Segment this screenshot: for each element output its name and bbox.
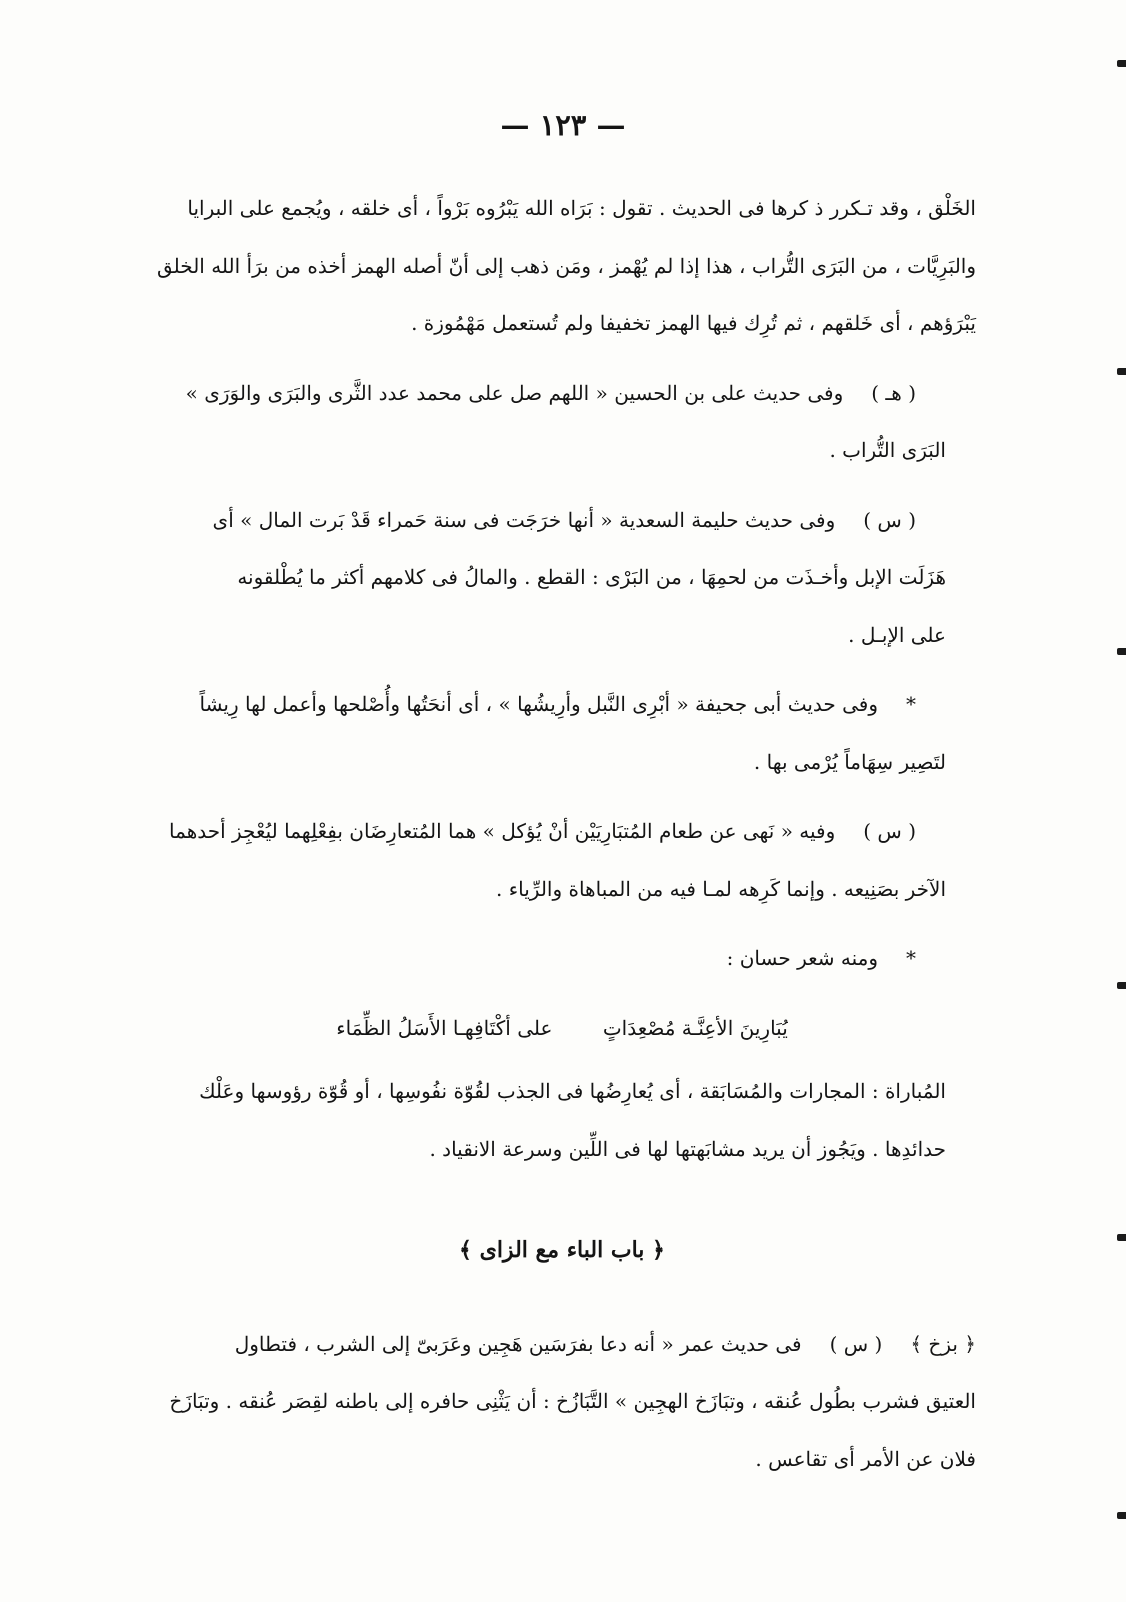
final-entry	[148, 1316, 976, 1489]
paragraph-3	[148, 492, 976, 665]
scan-edge-mark	[1117, 60, 1126, 67]
paragraph-5	[148, 803, 976, 918]
scan-edge-mark	[1117, 368, 1126, 375]
text-line: فلان عن الأمر أى تقاعس .	[755, 1446, 976, 1471]
verse-second-hemistich: على أكْتَافِهـا الأَسَلُ الظِّمَاء	[336, 1015, 553, 1040]
scan-edge-mark	[1117, 1512, 1126, 1519]
entry-marker: ( هـ )	[871, 380, 916, 405]
scan-edge-mark	[1117, 1234, 1126, 1241]
asterisk-marker: *	[906, 692, 916, 716]
text-line: الخَلْق ، وقد تـكرر ذ كرها فى الحديث . تقول : بَرَاه الله يَبْرُوه بَرْواً ، أى خلقه ، ويُجمع على البرايا	[187, 196, 976, 220]
paragraph-6	[148, 930, 976, 988]
text-line	[148, 803, 976, 861]
paragraph-4	[148, 676, 976, 791]
verse-commentary	[148, 1063, 976, 1178]
text-line	[148, 492, 976, 550]
entry-marker: ( س )	[829, 1331, 883, 1356]
text-line-content: وفيه « نَهى عن طعام المُتبَارِيَيْن أنْ يُؤكل » هما المُتعارِضَان بفِعْلِهما ليُعْجِز أحدهما	[169, 819, 836, 843]
text-line: يَبْرَؤهم ، أى خَلقهم ، ثم تُرِك فيها الهمز تخفيفا ولم تُستعمل مَهْمُوزة .	[411, 311, 976, 335]
poetry-verse	[148, 1000, 976, 1058]
text-line-content: وفى حديث على بن الحسين « اللهم صل على محمد عدد الثَّرى والبَرَى والوَرَى »	[185, 380, 844, 405]
paragraph-1	[148, 180, 976, 353]
page-number: — ١٢٣ —	[500, 108, 626, 142]
text-line: على الإبـل .	[848, 622, 946, 647]
asterisk-marker: *	[906, 946, 916, 970]
text-line: لتَصِير سِهَاماً يُرْمى بها .	[753, 749, 946, 774]
entry-marker: ( س )	[863, 507, 916, 532]
text-line-content: وفى حديث حليمة السعدية « أنها خرَجَت فى سنة حَمراء قَدْ بَرت المال » أى	[212, 507, 836, 532]
scan-edge-mark	[1117, 648, 1126, 655]
verse-first-hemistich: يُبَارِينَ الأعِنَّـة مُصْعِدَاتٍ	[602, 1015, 788, 1040]
text-line: حدائدِها . ويَجُوز أن يريد مشابَهتها لها فى اللِّين وسرعة الانقياد .	[429, 1136, 946, 1161]
text-line-content: وفى حديث أبى جحيفة « أبْرِى النَّبل وأرِيشُها » ، أى أنحَتُها وأُصْلحها وأعمل لها رِيشاً	[199, 692, 878, 716]
text-line	[148, 676, 976, 734]
paragraph-2	[148, 365, 976, 480]
text-line: البَرَى التُّراب .	[829, 438, 946, 462]
text-line: الآخر بصَنِيعه . وإنما كَرِهه لمـا فيه من المباهاة والرِّياء .	[496, 876, 946, 901]
section-heading: ﴿ باب الباء مع الزاى ﴾	[459, 1237, 665, 1263]
text-line	[148, 1316, 976, 1374]
text-line: العتيق فشرب بطُول عُنقه ، وتبَازَخ الهجِين » التَّبَازُخ : أن يَثْنِى حافره إلى باطنه لقِصَر عُنقه . وتبَازَخ	[169, 1389, 976, 1413]
text-line: هَزَلَت الإبل وأخـذَت من لحمِهَا ، من البَرْى : القطع . والمالُ فى كلامهم أكثر ما يُطْلقونه	[237, 565, 946, 589]
text-line-content: فى حديث عمر « أنه دعا بفرَسَين هَجِين وعَرَبىّ إلى الشرب ، فتطاول	[234, 1331, 802, 1356]
text-line	[148, 930, 976, 988]
text-line-content: ومنه شعر حسان :	[726, 946, 878, 970]
scan-edge-mark	[1117, 982, 1126, 989]
text-line: والبَرِيَّات ، من البَرَى التُّراب ، هذا إذا لم يُهْمز ، ومَن ذهب إلى أنّ أصله الهمز أخذه من برَأ الله الخلق	[156, 253, 976, 278]
text-line: المُباراة : المجارات والمُسَابَقة ، أى يُعارِضُها فى الجذب لقُوّة نفُوسِها ، أو قُوّة رؤوسها وعَلْك	[199, 1079, 946, 1103]
entry-marker: ( س )	[863, 819, 916, 843]
body-text	[148, 180, 976, 1500]
headword: ﴿ بزخ ﴾	[910, 1331, 976, 1356]
text-line	[148, 365, 976, 423]
